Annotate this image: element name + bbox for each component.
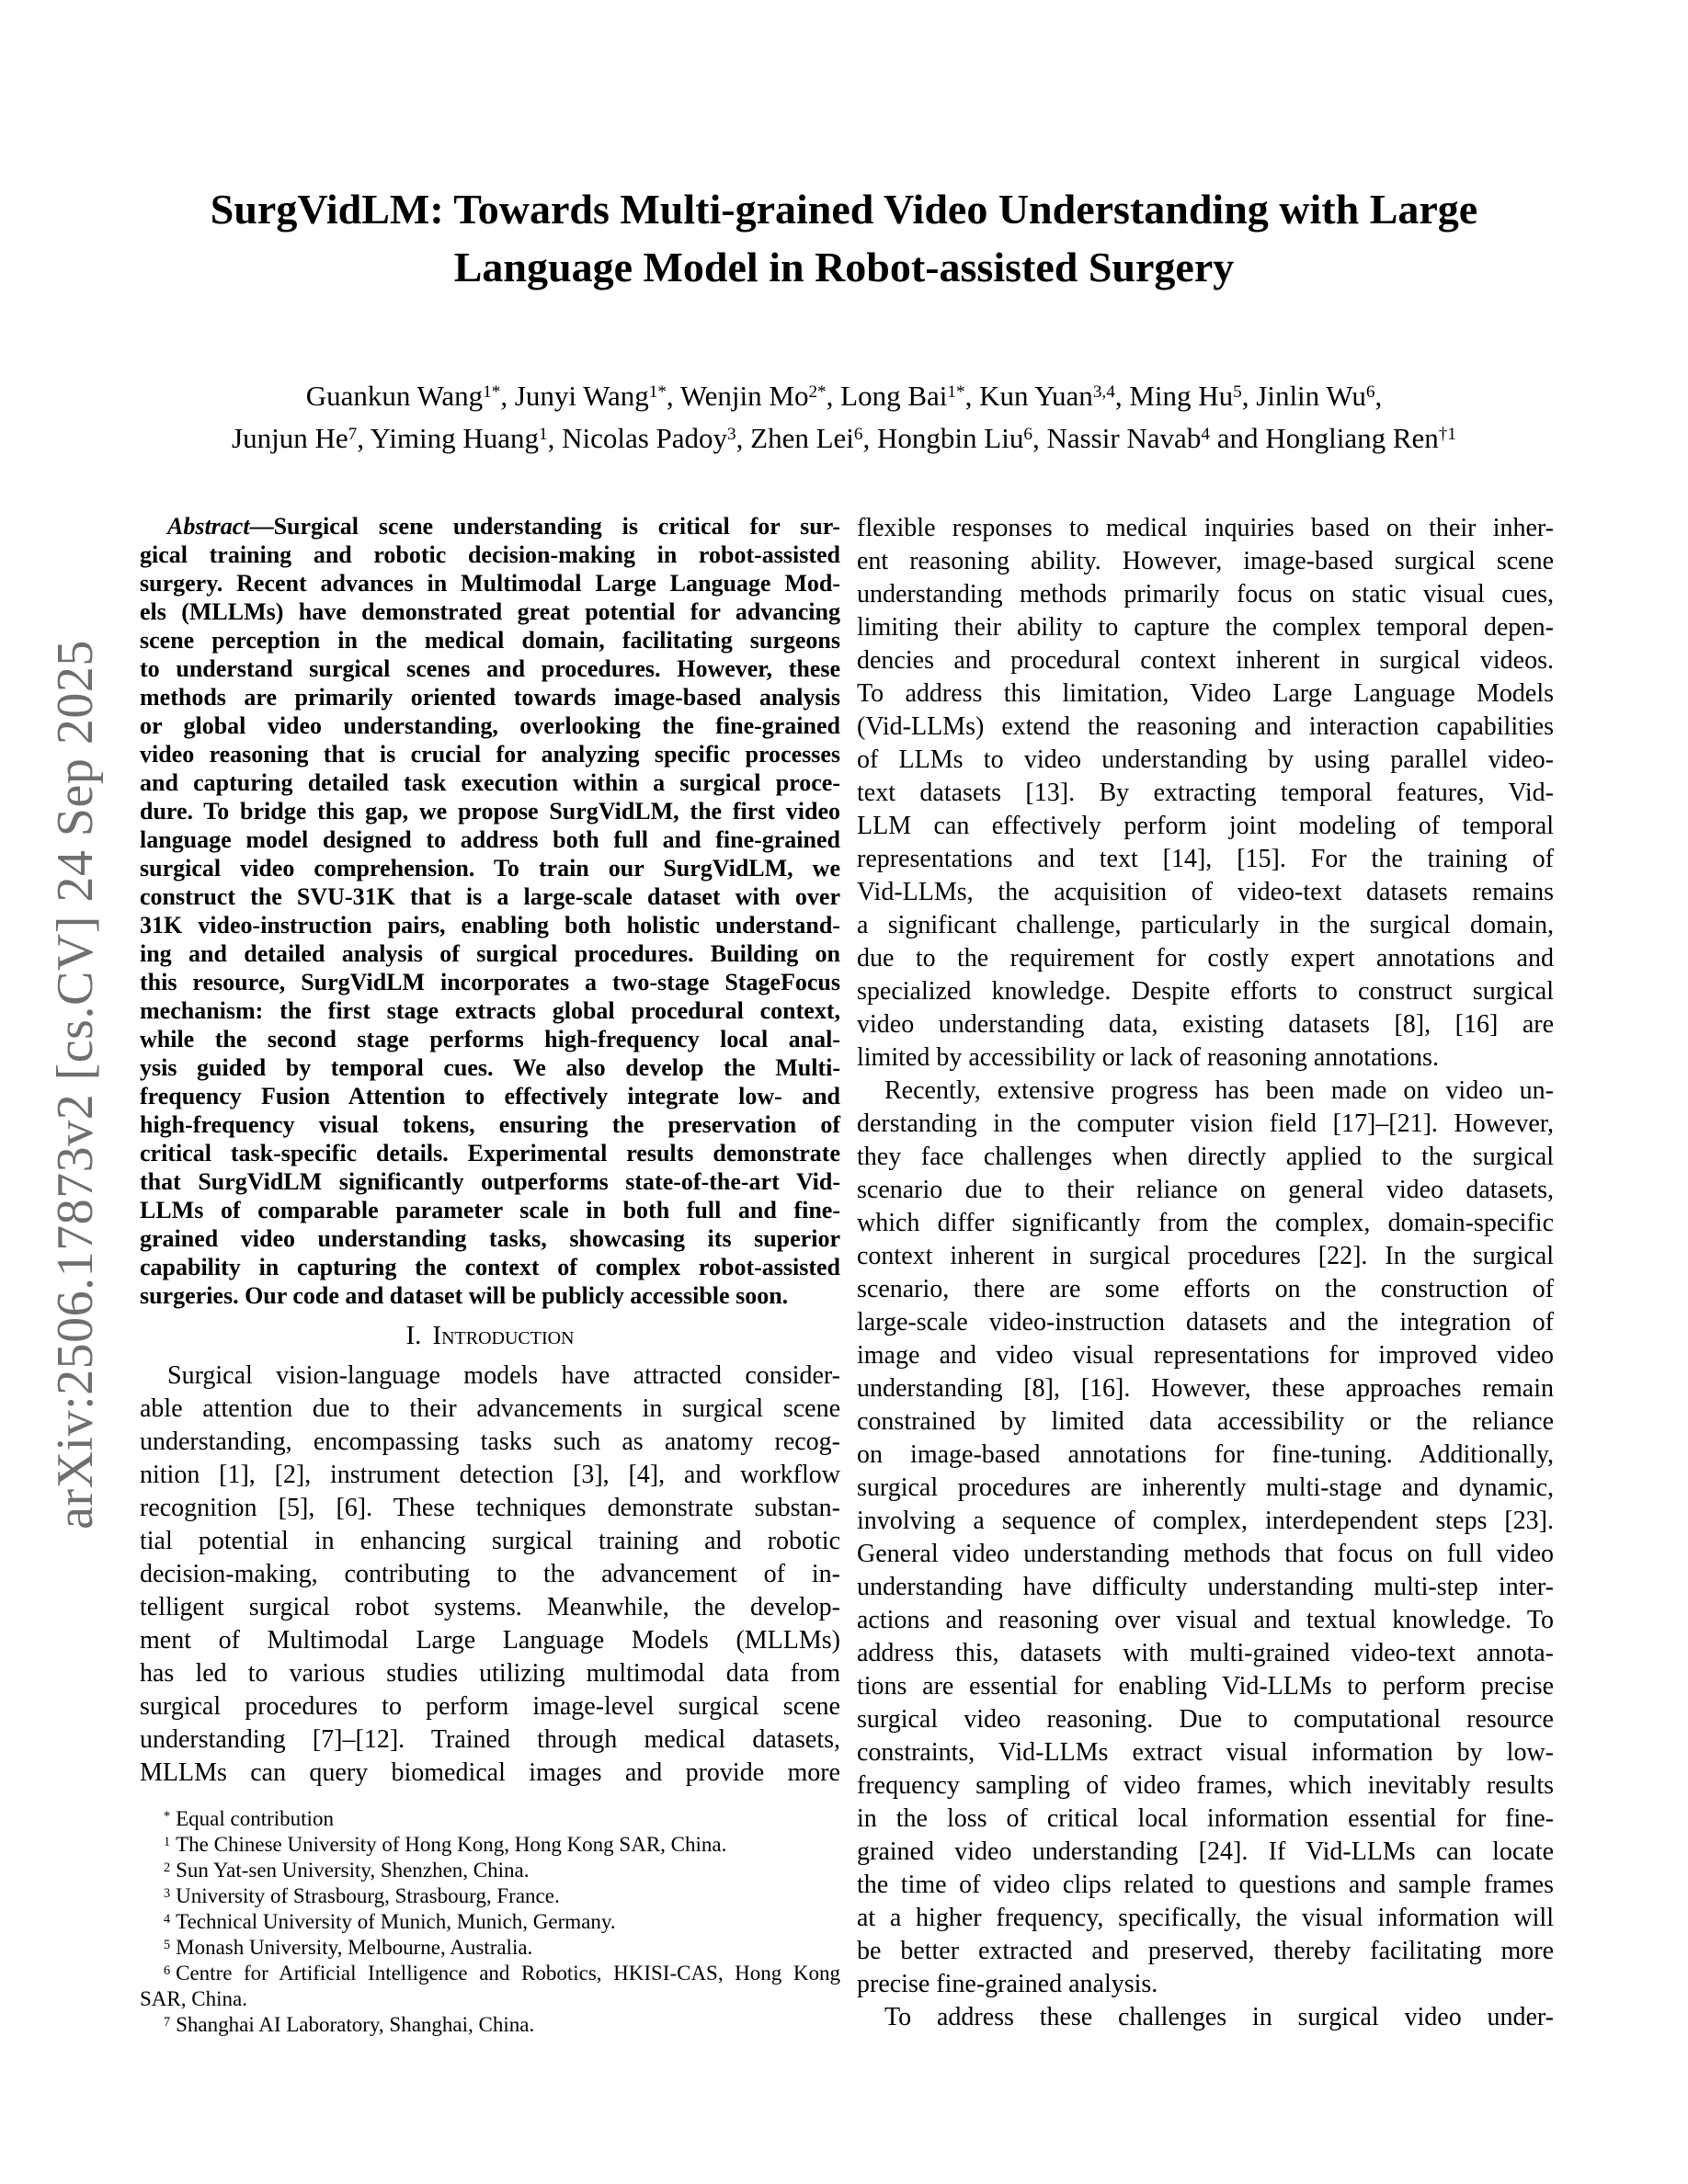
text-line: in the loss of critical local information essential for fine- (857, 1804, 1554, 1833)
text-line: or global video understanding, overlooking the fine-grained (140, 712, 840, 739)
footnote-item: $^1$ The Chinese University of Hong Kong, Hong Kong SAR, China. (164, 1833, 727, 1856)
text-line: surgical video comprehension. To train our SurgVidLM, we (140, 855, 840, 882)
text-line: construct the SVU-31K that is a large-scale dataset with over (140, 883, 840, 910)
abstract-first-line-text: Surgical scene understanding is critical for sur- (273, 513, 840, 540)
text-line: address this, datasets with multi-grained video-text annota- (857, 1639, 1554, 1667)
footnote-item: $^2$ Sun Yat-sen University, Shenzhen, China. (164, 1859, 530, 1882)
text-line: precise fine-grained analysis. (857, 1970, 1158, 1998)
author-affiliation-mark: 3,4 (1092, 382, 1115, 403)
text-line: surgical procedures are inherently multi-stage and dynamic, (857, 1473, 1554, 1502)
text-line: 31K video-instruction pairs, enabling both holistic understand- (140, 912, 840, 938)
text-line: tions are essential for enabling Vid-LLMs to perform precise (857, 1672, 1554, 1701)
author-affiliation-mark: 1* (483, 382, 501, 403)
text-line: constrained by limited data accessibility or the reliance (857, 1407, 1554, 1436)
paper-title (0, 180, 1688, 296)
text-line: LLMs of comparable parameter scale in both full and fine- (140, 1197, 840, 1223)
author-affiliation-mark: 2* (808, 382, 827, 403)
text-line: nition [1], [2], instrument detection [3], [4], and workflow (140, 1461, 840, 1489)
footnote-mark: 5 (164, 1937, 171, 1952)
text-line: has led to various studies utilizing multimodal data from (140, 1659, 840, 1688)
author-name: Yiming Huang$^1$ (370, 422, 548, 454)
text-line: to understand surgical scenes and procedures. However, these (140, 655, 840, 682)
footnote-mark: 1 (164, 1834, 171, 1849)
author-name: Hongbin Liu$^6$ (877, 422, 1032, 454)
author-affiliation-mark: 5 (1233, 382, 1242, 403)
text-line: the time of video clips related to questions and sample frames (857, 1871, 1554, 1899)
text-line: surgical video reasoning. Due to computational resource (857, 1705, 1554, 1734)
text-line: MLLMs can query biomedical images and provide more (140, 1758, 840, 1787)
text-line: due to the requirement for costly expert annotations and (857, 944, 1554, 973)
text-line: video understanding data, existing datasets [8], [16] are (857, 1010, 1554, 1039)
author-affiliation-mark: 6 (853, 425, 863, 445)
right-paragraph-3 (857, 2001, 1554, 2034)
left-column (140, 512, 840, 2038)
text-line: telligent surgical robot systems. Meanwhile, the develop- (140, 1593, 840, 1621)
text-line: while the second stage performs high-frequency local anal- (140, 1026, 840, 1052)
text-line: understanding [8], [16]. However, these approaches remain (857, 1374, 1554, 1403)
text-line: frequency Fusion Attention to effectively integrate low- and (140, 1083, 840, 1109)
text-line: Surgical vision-language models have attracted consider- (167, 1361, 840, 1390)
text-line: of LLMs to video understanding by using parallel video- (857, 745, 1554, 774)
text-line: flexible responses to medical inquiries based on their inher- (857, 514, 1554, 542)
section-numeral: I. (405, 1321, 422, 1350)
right-column (857, 512, 1554, 2034)
text-line: constraints, Vid-LLMs extract visual information by low- (857, 1738, 1554, 1767)
text-line: image and video visual representations for improved video (857, 1341, 1554, 1370)
text-line: ing and detailed analysis of surgical procedures. Building on (140, 940, 840, 967)
arxiv-watermark: arXiv:2506.17873v2 [cs.CV] 24 Sep 2025 (47, 640, 104, 1530)
footnote-mark: 6 (164, 1962, 171, 1978)
text-line: high-frequency visual tokens, ensuring the preservation of (140, 1111, 840, 1138)
text-line: (Vid-LLMs) extend the reasoning and interaction capabilities (857, 712, 1554, 741)
text-line: surgical procedures to perform image-level surgical scene (140, 1692, 840, 1721)
text-line: To address these challenges in surgical video under- (884, 2003, 1554, 2031)
text-line: tial potential in enhancing surgical training and robotic (140, 1527, 840, 1555)
text-line: els (MLLMs) have demonstrated great potential for advancing (140, 598, 840, 625)
text-line: specialized knowledge. Despite efforts to construct surgical (857, 977, 1554, 1006)
footnote-block (140, 1806, 840, 2038)
text-line: recognition [5], [6]. These techniques demonstrate substan- (140, 1494, 840, 1522)
text-line: scene perception in the medical domain, facilitating surgeons (140, 627, 840, 654)
text-line: dure. To bridge this gap, we propose SurgVidLM, the first video (140, 798, 840, 825)
author-affiliation-mark: 1 (538, 425, 548, 445)
section-title: Introduction (432, 1321, 575, 1350)
abstract-dash: — (249, 513, 274, 540)
footnote-mark: 2 (164, 1860, 171, 1875)
author-line-1: Guankun Wang$^{1*}$, Junyi Wang$^{1*}$, Wenjin $Mo^{2*}$, Long Bai$^{1*}$, Kun Yuan$^{3,4}$, Ming Hu$^5$, Jinlin Wu$^6$, (305, 380, 1383, 412)
text-line: representations and text [14], [15]. For the training of (857, 845, 1554, 873)
text-line: able attention due to their advancements in surgical scene (140, 1394, 840, 1423)
text-line: understanding, encompassing tasks such as anatomy recog- (140, 1428, 840, 1456)
text-line: limiting their ability to capture the complex temporal depen- (857, 613, 1554, 642)
text-line: Vid-LLMs, the acquisition of video-text datasets remains (857, 878, 1554, 906)
text-line: scenario, there are some efforts on the construction of (857, 1275, 1554, 1303)
text-line: on image-based annotations for fine-tuning. Additionally, (857, 1440, 1554, 1469)
text-line: involving a sequence of complex, interdependent steps [23]. (857, 1507, 1554, 1535)
text-line: surgery. Recent advances in Multimodal Large Language Mod- (140, 570, 840, 597)
footnote-mark: 3 (164, 1885, 171, 1901)
text-line: critical task-specific details. Experimental results demonstrate (140, 1140, 840, 1166)
text-line: understanding [7]–[12]. Trained through medical datasets, (140, 1725, 840, 1754)
footnote-item: $^5$ Monash University, Melbourne, Australia. (164, 1936, 533, 1959)
paper-title-line-2: Language Model in Robot-assisted Surgery (453, 244, 1235, 290)
author-affiliation-mark: 6 (1023, 425, 1032, 445)
text-line: ment of Multimodal Large Language Models (MLLMs) (140, 1626, 840, 1655)
author-name: Junjun He$^7$ (232, 422, 358, 454)
footnote-mark: 7 (164, 2014, 171, 2030)
text-line: text datasets [13]. By extracting temporal features, Vid- (857, 779, 1554, 807)
footnote-item: $^3$ University of Strasbourg, Strasbourg, France. (164, 1884, 560, 1907)
section-heading-introduction (140, 1319, 840, 1352)
text-line: video reasoning that is crucial for analyzing specific processes (140, 741, 840, 768)
text-line: LLM can effectively perform joint modeling of temporal (857, 812, 1554, 840)
author-name: Junyi Wang$^{1*}$ (514, 380, 667, 412)
intro-paragraph-1 (140, 1359, 840, 1790)
text-line: language model designed to address both full and fine-grained (140, 826, 840, 853)
text-line: actions and reasoning over visual and textual knowledge. To (857, 1606, 1554, 1634)
text-line: ysis guided by temporal cues. We also develop the Multi- (140, 1054, 840, 1081)
text-line: understanding methods primarily focus on static visual cues, (857, 580, 1554, 609)
footnote-mark: 4 (164, 1911, 171, 1927)
text-line: at a higher frequency, specifically, the visual information will (857, 1904, 1554, 1932)
right-paragraph-1 (857, 512, 1554, 1075)
text-line: Recently, extensive progress has been made on video un- (884, 1076, 1554, 1105)
author-affiliation-mark: 6 (1365, 382, 1375, 403)
author-name: Jinlin Wu$^6$ (1256, 380, 1375, 412)
author-affiliation-mark: 4 (1201, 425, 1210, 445)
author-name: Nassir Navab$^4$ (1046, 422, 1210, 454)
author-affiliation-mark: 1* (648, 382, 667, 403)
author-list (0, 375, 1688, 460)
author-name: Kun Yuan$^{3,4}$ (979, 380, 1115, 412)
paper-title-line-1: SurgVidLM: Towards Multi-grained Video Understanding with Large (210, 186, 1478, 233)
text-line: this resource, SurgVidLM incorporates a two-stage StageFocus (140, 969, 840, 995)
text-line: dencies and procedural context inherent in surgical videos. (857, 646, 1554, 675)
footnote-item: $^7$ Shanghai AI Laboratory, Shanghai, China. (164, 2013, 535, 2036)
text-line: methods are primarily oriented towards image-based analysis (140, 684, 840, 711)
author-name: Zhen Lei$^6$ (750, 422, 863, 454)
text-line: limited by accessibility or lack of reasoning annotations. (857, 1043, 1439, 1072)
text-line: grained video understanding tasks, showcasing its superior (140, 1225, 840, 1252)
abstract-label: Abstract (167, 513, 250, 540)
text-line: understanding have difficulty understanding multi-step inter- (857, 1573, 1554, 1601)
footnote-item: $^6$ Centre for Artificial Intelligence and Robotics, HKISI-CAS, Hong Kong SAR, China. (140, 1962, 840, 2010)
text-line: and capturing detailed task execution within a surgical proce- (140, 769, 840, 796)
text-line: derstanding in the computer vision field [17]–[21]. However, (857, 1109, 1554, 1138)
author-line-2: Junjun He$^7$, Yiming Huang$^1$, Nicolas Padoy$^3$, Zhen Lei$^6$, Hongbin Liu$^6$, Nassir Navab$^4$ and Hongliang Ren$^{\dagger 1}$ (232, 422, 1456, 454)
text-line: ent reasoning ability. However, image-based surgical scene (857, 547, 1554, 575)
text-line: surgeries. Our code and dataset will be publicly accessible soon. (140, 1282, 789, 1309)
text-line: decision-making, contributing to the advancement of in- (140, 1560, 840, 1588)
text-line: that SurgVidLM significantly outperforms state-of-the-art Vid- (140, 1168, 840, 1195)
author-affiliation-mark: 1* (947, 382, 965, 403)
text-line: General video understanding methods that focus on full video (857, 1540, 1554, 1568)
text-line: mechanism: the first stage extracts global procedural context, (140, 997, 840, 1024)
right-paragraph-2 (857, 1075, 1554, 2001)
author-name: Long Bai$^{1*}$ (840, 380, 965, 412)
text-line: which differ significantly from the complex, domain-specific (857, 1209, 1554, 1237)
text-line: scenario due to their reliance on general video datasets, (857, 1176, 1554, 1204)
author-name: Nicolas Padoy$^3$ (562, 422, 736, 454)
abstract-paragraph (140, 512, 840, 1310)
text-line: gical training and robotic decision-making in robot-assisted (140, 541, 840, 568)
text-line: frequency sampling of video frames, which inevitably results (857, 1771, 1554, 1800)
text-line: capability in capturing the context of complex robot-assisted (140, 1254, 840, 1280)
author-name: Hongliang Ren$^{\dagger 1}$ (1265, 422, 1456, 454)
text-line: context inherent in surgical procedures [22]. In the surgical (857, 1242, 1554, 1270)
footnote-mark: * (164, 1808, 171, 1824)
footnote-item: * Equal contribution (164, 1807, 334, 1830)
text-line: be better extracted and preserved, thereby facilitating more (857, 1937, 1554, 1965)
author-affiliation-mark: †1 (1438, 425, 1456, 445)
abstract-lines (140, 540, 840, 1310)
author-name: Ming Hu$^5$ (1129, 380, 1242, 412)
text-line: they face challenges when directly applied to the surgical (857, 1143, 1554, 1171)
footnote-item: $^4$ Technical University of Munich, Munich, Germany. (164, 1910, 616, 1933)
abstract-first-line (140, 512, 840, 540)
text-line: To address this limitation, Video Large Language Models (857, 679, 1554, 708)
author-affiliation-mark: 7 (348, 425, 358, 445)
text-line: grained video understanding [24]. If Vid-LLMs can locate (857, 1837, 1554, 1866)
author-name: Wenjin $Mo^{2*}$ (679, 380, 827, 412)
author-name: Guankun Wang$^{1*}$ (305, 380, 501, 412)
text-line: large-scale video-instruction datasets and the integration of (857, 1308, 1554, 1337)
author-affiliation-mark: 3 (727, 425, 736, 445)
text-line: a significant challenge, particularly in the surgical domain, (857, 911, 1554, 939)
